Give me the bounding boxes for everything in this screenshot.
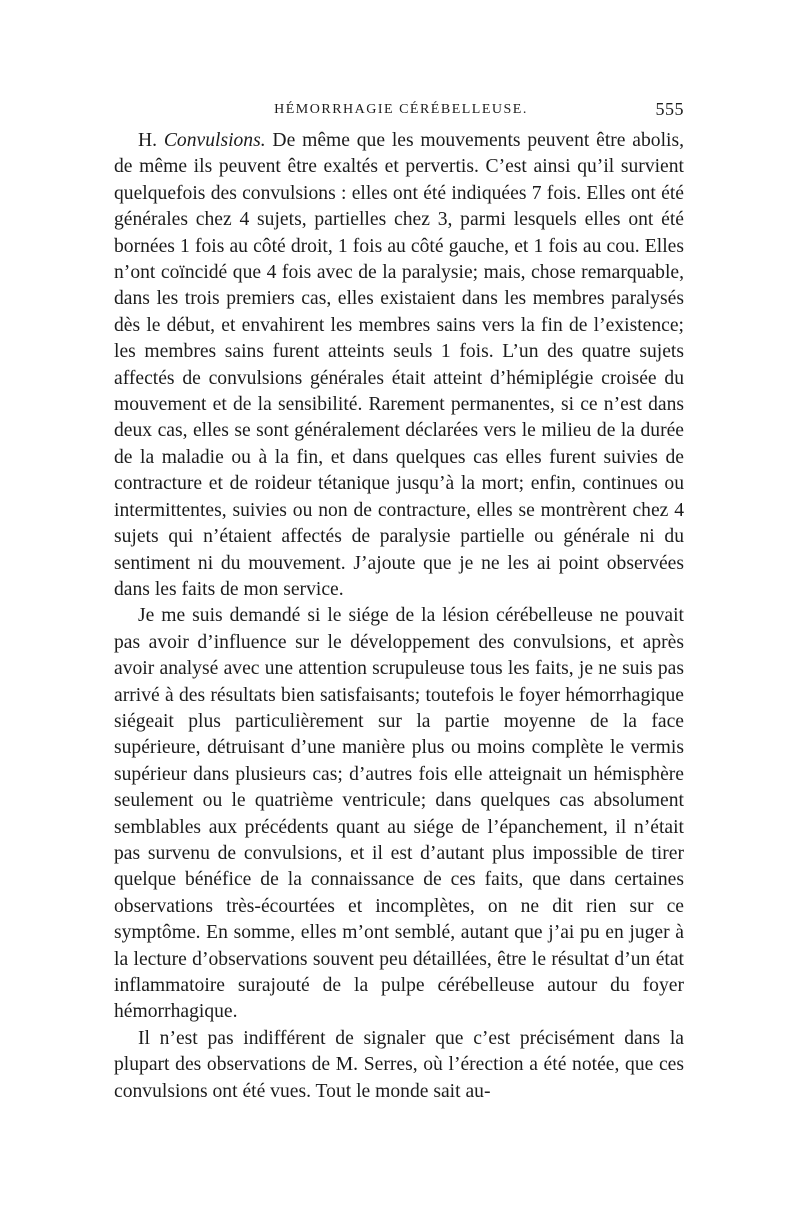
paragraph-text: De même que les mouvements peuvent être abolis, de même ils peuvent être exaltés et pervertis. C’est ainsi qu’il survient quelquefois des convulsions : elles ont été indiquées 7 fois. Elles ont été générales chez 4 sujets, partielles chez 3, parmi lesquels elles ont été bornées 1 fois au côté droit, 1 fois au côté gauche, et 1 fois au cou. Elles n’ont coïncidé que 4 fois avec de la paralysie; mais, chose remarquable, dans les trois premiers cas, elles existaient dans les membres paralysés dès le début, et envahirent les membres sains vers la fin de l’existence; les membres sains furent atteints seuls 1 fois. L’un des quatre sujets affectés de convulsions générales était atteint d’hémiplégie croisée du mouvement et de la sensibilité. Rarement permanentes, si ce n’est dans deux cas, elles se sont généralement déclarées vers le milieu de la durée de la maladie ou à la fin, et dans quelques cas elles furent suivies de contracture et de roideur tétanique jusqu’à la mort; enfin, continues ou intermittentes, suivies ou non de contracture, elles se montrèrent chez 4 sujets qui n’étaient affectés de paralysie partielle ou générale ni du sentiment ni du mouvement. J’ajoute que je ne les ai point observées dans les faits de mon service. [114,130,684,600]
page-number: 555 [655,99,684,119]
paragraph-lesion-site: Je me suis demandé si le siége de la lésion cérébelleuse ne pouvait pas avoir d’influence sur le développement des convulsions, et après avoir analysé avec une attention scrupuleuse tous les faits, je ne suis pas arrivé à des résultats bien satisfaisants; toutefois le foyer hémorrhagique siégeait plus particulièrement sur la partie moyenne de la face supérieure, détruisant d’une manière plus ou moins complète le vermis supérieur dans plusieurs cas; d’autres fois elle atteignait un hémisphère seulement ou le quatrième ventricule; dans quelques cas absolument semblables aux précédents quant au siége de l’épanchement, il n’était pas survenu de convulsions, et il est d’autant plus impossible de tirer quelque bénéfice de la connaissance de ces faits, que dans certaines observations très-écourtées et incomplètes, on ne dit rien sur ce symptôme. En somme, elles m’ont semblé, autant que j’ai pu en juger à la lecture d’observations souvent peu détaillées, être le résultat d’un état inflammatoire surajouté de la pulpe cérébelleuse autour du foyer hémorrhagique. [114,605,684,1023]
paragraph-convulsions [114,128,684,603]
paragraph-serres: Il n’est pas indifférent de signaler que c’est précisément dans la plupart des observations de M. Serres, où l’érection a été notée, que ces convulsions ont été vues. Tout le monde sait au- [114,1027,684,1102]
paragraph-prefix: H. [138,130,164,151]
running-title: HÉMORRHAGIE CÉRÉBELLEUSE. [274,102,528,117]
body-text [114,128,684,1105]
section-lead: Convulsions. [163,130,266,151]
running-head [118,99,684,123]
